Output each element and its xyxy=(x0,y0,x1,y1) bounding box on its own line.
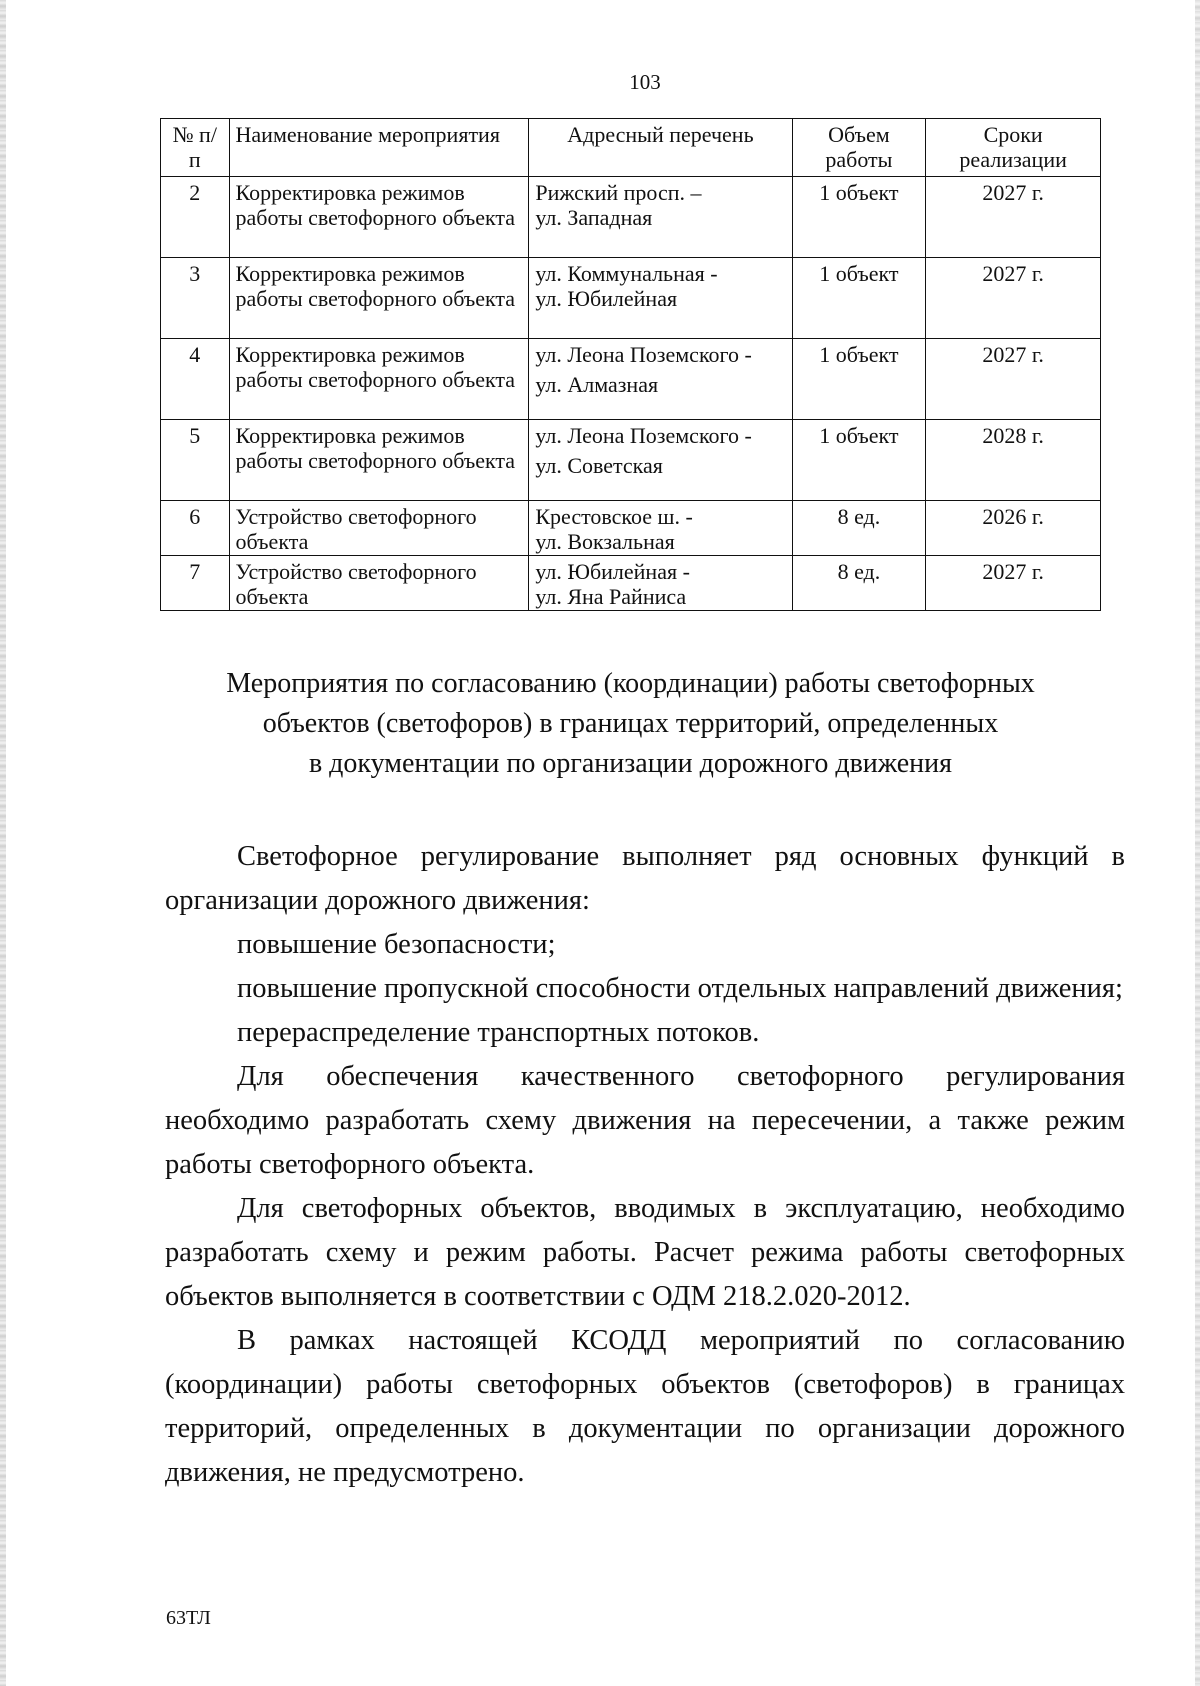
table-header-row xyxy=(161,119,1101,177)
row-address xyxy=(529,339,792,420)
row-address-line-2: ул. Вокзальная xyxy=(535,529,675,554)
row-name: Корректировка режимов работы светофорного объекта xyxy=(229,258,529,339)
footer-code: 63ТЛ xyxy=(166,1607,211,1629)
row-num: 4 xyxy=(161,339,230,420)
row-num: 2 xyxy=(161,177,230,258)
row-address-line-2: ул. Юбилейная xyxy=(535,286,678,311)
row-volume: 1 объект xyxy=(792,177,926,258)
row-volume: 1 объект xyxy=(792,339,926,420)
measures-table xyxy=(160,118,1101,611)
row-num: 5 xyxy=(161,420,230,501)
row-name: Устройство светофорного объекта xyxy=(229,501,529,556)
row-address-line-2: ул. Алмазная xyxy=(535,372,659,397)
row-address-line-1: ул. Коммунальная - xyxy=(535,261,718,286)
section-title xyxy=(160,664,1101,784)
row-address-line-2: ул. Яна Райниса xyxy=(535,584,687,609)
row-term: 2027 г. xyxy=(926,339,1101,420)
row-volume: 1 объект xyxy=(792,258,926,339)
header-address: Адресный перечень xyxy=(529,119,792,177)
row-name: Корректировка режимов работы светофорного объекта xyxy=(229,339,529,420)
row-term: 2026 г. xyxy=(926,501,1101,556)
row-address xyxy=(529,556,792,611)
row-address-line-1: ул. Леона Поземского - xyxy=(535,423,752,448)
row-term: 2027 г. xyxy=(926,556,1101,611)
row-address-line-1: Рижский просп. – xyxy=(535,180,702,205)
list-item-capacity: повышение пропускной способности отдельных направлений движения; xyxy=(237,973,1123,1004)
row-address-line-2: ул. Советская xyxy=(535,453,663,478)
row-address xyxy=(529,177,792,258)
row-volume: 1 объект xyxy=(792,420,926,501)
row-volume: 8 ед. xyxy=(792,556,926,611)
table-row xyxy=(161,177,1101,258)
row-term: 2027 г. xyxy=(926,177,1101,258)
scan-edge-left xyxy=(0,0,6,1686)
row-address xyxy=(529,258,792,339)
row-volume: 8 ед. xyxy=(792,501,926,556)
row-address-line-1: ул. Юбилейная - xyxy=(535,559,690,584)
row-term: 2027 г. xyxy=(926,258,1101,339)
paragraph-new-objects: Для светофорных объектов, вводимых в эксплуатацию, необходимо разработать схему и режим работы. Расчет режима работы светофорных объектов выполняется в соответствии с ОДМ 218.2.020-2012. xyxy=(165,1193,1125,1312)
header-name: Наименование мероприятия xyxy=(229,119,529,177)
row-name: Устройство светофорного объекта xyxy=(229,556,529,611)
row-term: 2028 г. xyxy=(926,420,1101,501)
row-num: 6 xyxy=(161,501,230,556)
body-text xyxy=(165,835,1125,1495)
header-num: № п/п xyxy=(161,119,230,177)
header-volume: Объем работы xyxy=(792,119,926,177)
header-term: Сроки реализации xyxy=(926,119,1101,177)
table-row xyxy=(161,556,1101,611)
table-row xyxy=(161,258,1101,339)
table-row xyxy=(161,420,1101,501)
list-item-safety: повышение безопасности; xyxy=(237,929,556,960)
paragraph-quality-regulation: Для обеспечения качественного светофорного регулирования необходимо разработать схему движения на пересечении, а также режим работы светофорного объекта. xyxy=(165,1061,1125,1180)
section-title-line-2: объектов (светофоров) в границах территорий, определенных xyxy=(262,708,999,739)
row-name: Корректировка режимов работы светофорного объекта xyxy=(229,420,529,501)
row-address xyxy=(529,501,792,556)
row-address-line-1: Крестовское ш. - xyxy=(535,504,693,529)
row-address xyxy=(529,420,792,501)
list-item-redistribution: перераспределение транспортных потоков. xyxy=(237,1017,760,1048)
row-num: 3 xyxy=(161,258,230,339)
table-row xyxy=(161,501,1101,556)
scan-edge-right xyxy=(1195,0,1200,1686)
paragraph-functions-intro: Светофорное регулирование выполняет ряд основных функций в организации дорожного движения: xyxy=(165,841,1125,916)
row-name: Корректировка режимов работы светофорного объекта xyxy=(229,177,529,258)
section-title-line-3: в документации по организации дорожного движения xyxy=(308,748,953,779)
section-title-line-1: Мероприятия по согласованию (координации) работы светофорных xyxy=(226,668,1035,699)
table-row xyxy=(161,339,1101,420)
row-address-line-1: ул. Леона Поземского - xyxy=(535,342,752,367)
paragraph-conclusion: В рамках настоящей КСОДД мероприятий по согласованию (координации) работы светофорных объектов (светофоров) в границах территорий, определенных в документации по организации дорожного движения, не предусмотрено. xyxy=(165,1325,1125,1488)
row-num: 7 xyxy=(161,556,230,611)
page-number: 103 xyxy=(629,70,661,94)
row-address-line-2: ул. Западная xyxy=(535,205,653,230)
